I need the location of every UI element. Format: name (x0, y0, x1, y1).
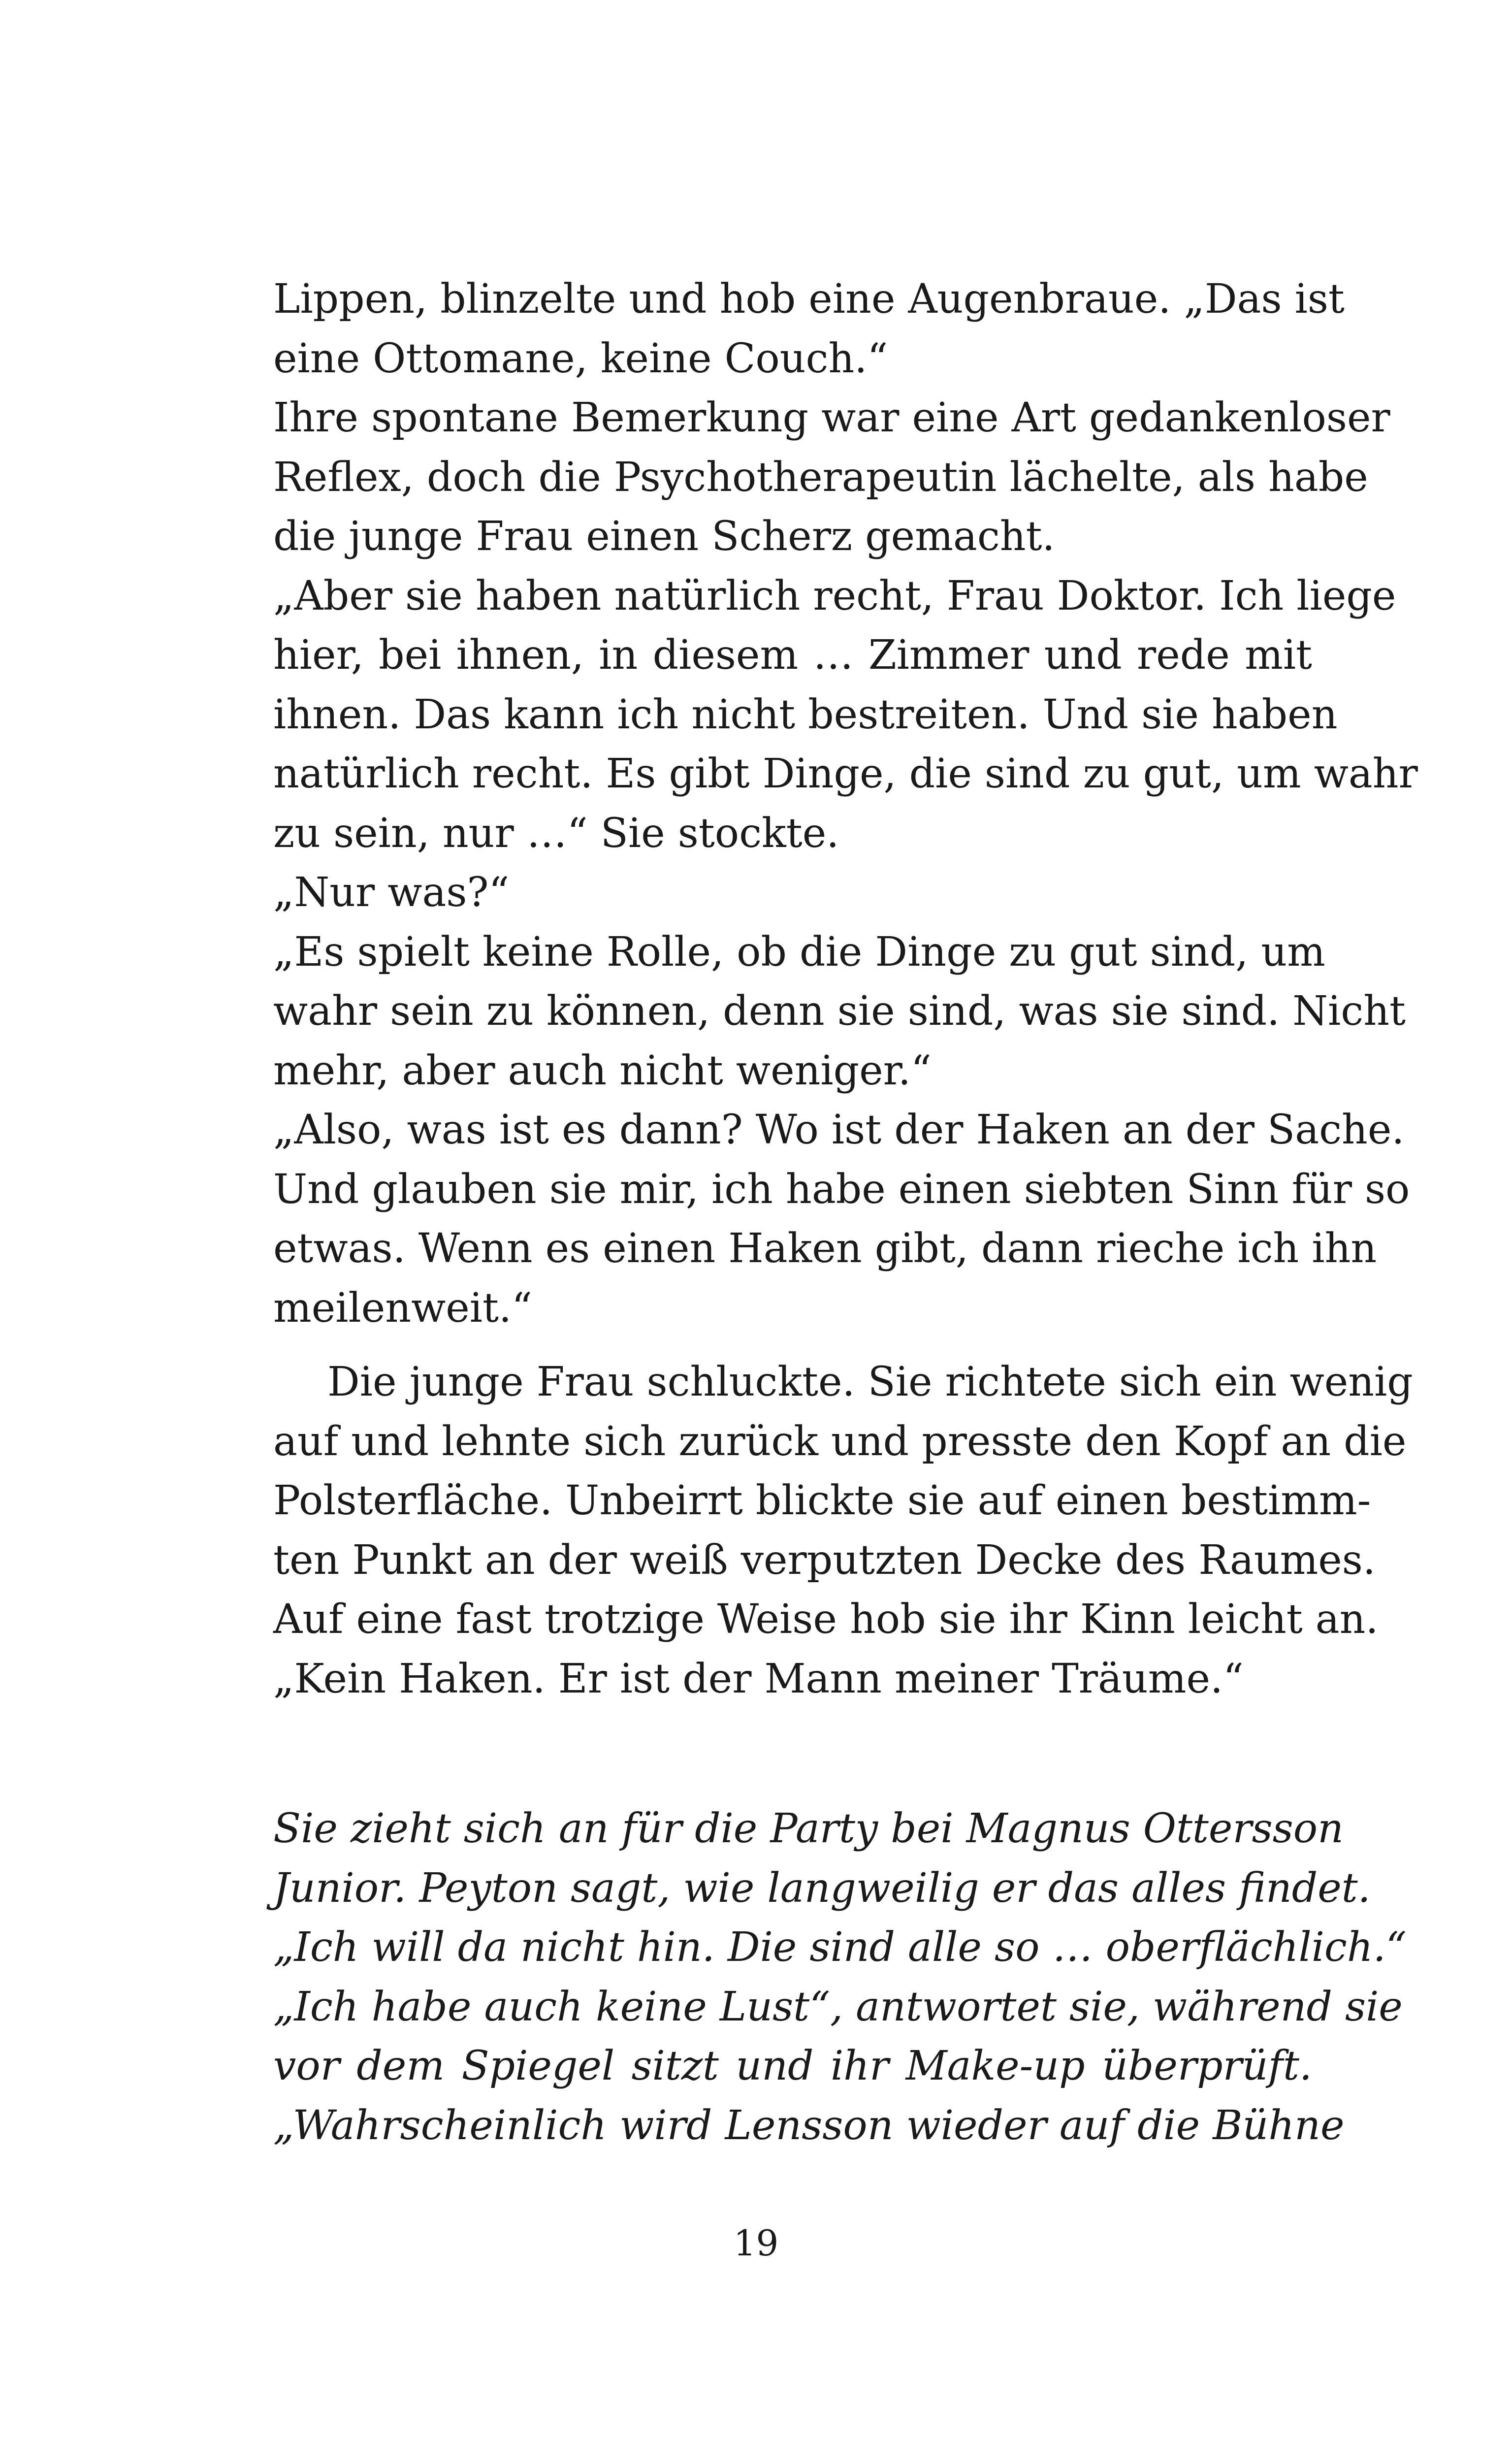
text-line: Lippen, blinzelte und hob eine Augenbraue. „Das ist (273, 276, 1345, 323)
text-line: etwas. Wenn es einen Haken gibt, dann rieche ich ihn (273, 1225, 1377, 1272)
text-line: ihnen. Das kann ich nicht bestreiten. Und sie haben (273, 691, 1338, 738)
text-line: „Also, was ist es dann? Wo ist der Haken an der Sache. (273, 1107, 1405, 1153)
text-line: „Ich will da nicht hin. Die sind alle so … oberflächlich.“ (273, 1924, 1407, 1971)
text-line: Auf eine fast trotzige Weise hob sie ihr Kinn leicht an. (273, 1596, 1379, 1643)
text-line: „Es spielt keine Rolle, ob die Dinge zu gut sind, um (273, 928, 1325, 976)
text-line: ten Punkt an der weiß verputzten Decke des Raumes. (273, 1536, 1376, 1584)
text-line: „Aber sie haben natürlich recht, Frau Doktor. Ich liege (273, 572, 1396, 619)
text-line: „Wahrscheinlich wird Lensson wieder auf die Bühne (273, 2102, 1345, 2149)
text-line: vor dem Spiegel sitzt und ihr Make-up überprüft. (273, 2043, 1312, 2089)
text-line: wahr sein zu können, denn sie sind, was sie sind. Nicht (273, 988, 1406, 1035)
text-line: Und glauben sie mir, ich habe einen siebten Sinn für so (273, 1166, 1410, 1213)
text-line: Die junge Frau schluckte. Sie richtete sich ein wenig (327, 1359, 1413, 1405)
text-line: mehr, aber auch nicht weniger.“ (273, 1047, 932, 1094)
text-line: Sie zieht sich an für die Party bei Magnus Ottersson (273, 1805, 1344, 1852)
text-line: Polsterfläche. Unbeirrt blickte sie auf einen bestimm- (273, 1477, 1371, 1524)
text-line: auf und lehnte sich zurück und presste den Kopf an die (273, 1418, 1407, 1465)
text-line: meilenweit.“ (273, 1284, 532, 1332)
text-section-2 (273, 1353, 1413, 1709)
text-line: natürlich recht. Es gibt Dinge, die sind zu gut, um wahr (273, 750, 1418, 797)
text-line: eine Ottomane, keine Couch.“ (273, 335, 888, 382)
text-line: Reflex, doch die Psychotherapeutin lächelte, als habe (273, 454, 1368, 501)
text-line: Ihre spontane Bemerkung war eine Art gedankenloser (273, 394, 1390, 441)
text-line: „Ich habe auch keine Lust“, antwortet sie, während sie (273, 1983, 1403, 2030)
text-line: Junior. Peyton sagt, wie langweilig er das alles findet. (273, 1864, 1371, 1912)
text-line: „Kein Haken. Er ist der Mann meiner Träume.“ (273, 1655, 1244, 1702)
text-section-3-italic (273, 1799, 1407, 2155)
text-line: „Nur was?“ (273, 869, 510, 916)
text-line: die junge Frau einen Scherz gemacht. (273, 513, 1055, 560)
text-line: zu sein, nur …“ Sie stockte. (273, 810, 839, 857)
text-section-1 (273, 270, 1418, 1338)
page-number: 19 (733, 2222, 779, 2264)
text-line: hier, bei ihnen, in diesem … Zimmer und rede mit (273, 632, 1312, 679)
